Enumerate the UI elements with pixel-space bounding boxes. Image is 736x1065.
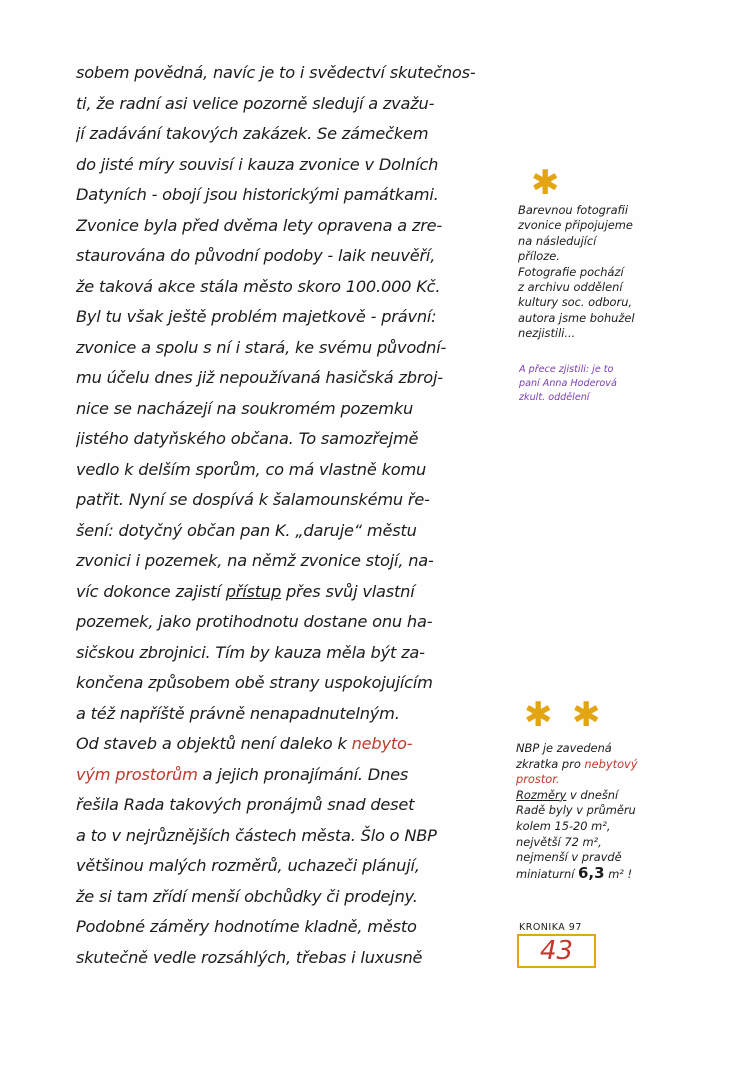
note-line: Radě byly v průměru [516, 803, 636, 818]
text-line: a to v nejrůznějších částech města. Šlo o NBP [76, 825, 437, 845]
text-line [76, 729, 506, 760]
text-line: staurována do původní podoby - laik neuvěří, [76, 246, 436, 265]
text-line: končena způsobem obě strany uspokojujícím [76, 673, 433, 692]
text-line: Byl tu však ještě problém majetkově - právní: [76, 307, 437, 326]
margin-note-addendum [519, 363, 669, 405]
text-line: většinou malých rozměrů, uchazeči plánují, [76, 856, 420, 875]
note-line: zkult. oddělení [519, 392, 590, 403]
text-line: Zvonice byla před dvěma lety opravena a zre- [76, 215, 443, 235]
note-line: kolem 15-20 m², [516, 818, 611, 833]
asterisk-icon: ✱ [524, 695, 553, 735]
red-highlight: nebytový [584, 756, 638, 771]
red-highlight: vým prostorům [76, 764, 198, 784]
text-line: zvonice a spolu s ní i stará, ke svému původní- [76, 337, 447, 357]
note-line: největší 72 m², [516, 834, 602, 849]
note-line [516, 788, 704, 804]
note-line: příloze. [518, 249, 560, 264]
text-line: že taková akce stála město skoro 100.000 Kč. [76, 276, 441, 296]
text-line: že si tam zřídí menší obchůdky či prodejny. [76, 886, 418, 906]
text-line [76, 760, 506, 791]
underlined-word: přístup [225, 581, 282, 601]
text-line: skutečně vedle rozsáhlých, třebas i luxusně [76, 947, 423, 967]
text-line: řešila Rada takových pronájmů snad deset [76, 795, 415, 814]
text-segment: miniaturní [516, 866, 578, 881]
text-line: sičskou zbrojnici. Tím by kauza měla být za- [76, 642, 425, 662]
text-line: Datyních - obojí jsou historickými památkami. [76, 185, 439, 204]
note-line: paní Anna Hoderová [519, 378, 617, 389]
text-line: nice se nacházejí na soukromém pozemku [76, 398, 414, 418]
text-line: Podobné záměry hodnotíme kladně, město [76, 917, 417, 936]
note-line [516, 866, 704, 882]
underlined-word: Rozměry [516, 787, 567, 802]
margin-note-photo [518, 203, 693, 342]
text-line: zvonici i pozemek, na němž zvonice stojí, na- [76, 551, 434, 570]
note-line: nejmenší v pravdě [516, 850, 622, 865]
note-line: z archivu oddělení [518, 279, 623, 294]
text-segment: v dnešní [566, 787, 619, 802]
text-line: a též napříště právně nenapadnutelným. [76, 703, 400, 723]
note-line: prostor. [516, 772, 560, 787]
red-highlight: nebyto- [351, 734, 413, 753]
note-line [516, 757, 704, 773]
text-line: jí zadávání takových zakázek. Se zámečkem [76, 124, 429, 143]
text-line: šení: dotyčný občan pan K. „daruje“ městu [76, 520, 417, 540]
asterisk-icon: ✱ [572, 695, 601, 735]
text-line: patřit. Nyní se dospívá k šalamounskému ře- [76, 490, 430, 509]
text-segment: zkratka pro [516, 756, 585, 771]
asterisk-icon: ✱ [531, 163, 560, 203]
text-line: vedlo k delším sporům, co má vlastně komu [76, 459, 427, 479]
note-line: na následující [518, 233, 597, 248]
page-number: 43 [539, 936, 574, 966]
text-line: pozemek, jako protihodnotu dostane onu ha- [76, 612, 433, 631]
note-line: Barevnou fotografii [518, 203, 629, 217]
note-line: A přece zjistili: je to [519, 364, 614, 375]
text-segment: m² ! [604, 866, 633, 881]
text-line: ti, že radní asi velice pozorně sledují a zvažu- [76, 93, 435, 113]
note-line: zvonice připojujeme [518, 218, 633, 233]
text-line: jistého datyňského občana. To samozřejmě [76, 429, 419, 448]
text-segment: Od staveb a objektů není daleko k [76, 734, 352, 753]
note-line: NBP je zavedená [516, 741, 612, 755]
text-segment: a jejich pronajímání. Dnes [197, 764, 409, 784]
note-line: nezjistili... [518, 326, 576, 341]
main-text-column [76, 58, 506, 973]
text-line [76, 577, 506, 608]
chronicle-label: KRONIKA 97 [519, 922, 582, 933]
note-line: Fotografie pochází [518, 264, 624, 279]
text-line: sobem povědná, navíc je to i svědectví skutečnos- [76, 63, 476, 82]
margin-note-nbp [516, 741, 704, 881]
text-segment: přes svůj vlastní [281, 581, 415, 601]
bold-value: 6,3 [578, 865, 605, 882]
text-segment: víc dokonce zajistí [76, 581, 226, 601]
page-number-box [517, 934, 596, 968]
note-line: autora jsme bohužel [518, 310, 635, 325]
text-line: mu účelu dnes již nepoužívaná hasičská zbroj- [76, 368, 443, 387]
note-line: kultury soc. odboru, [518, 295, 633, 310]
text-line: do jisté míry souvisí i kauza zvonice v Dolních [76, 154, 439, 174]
